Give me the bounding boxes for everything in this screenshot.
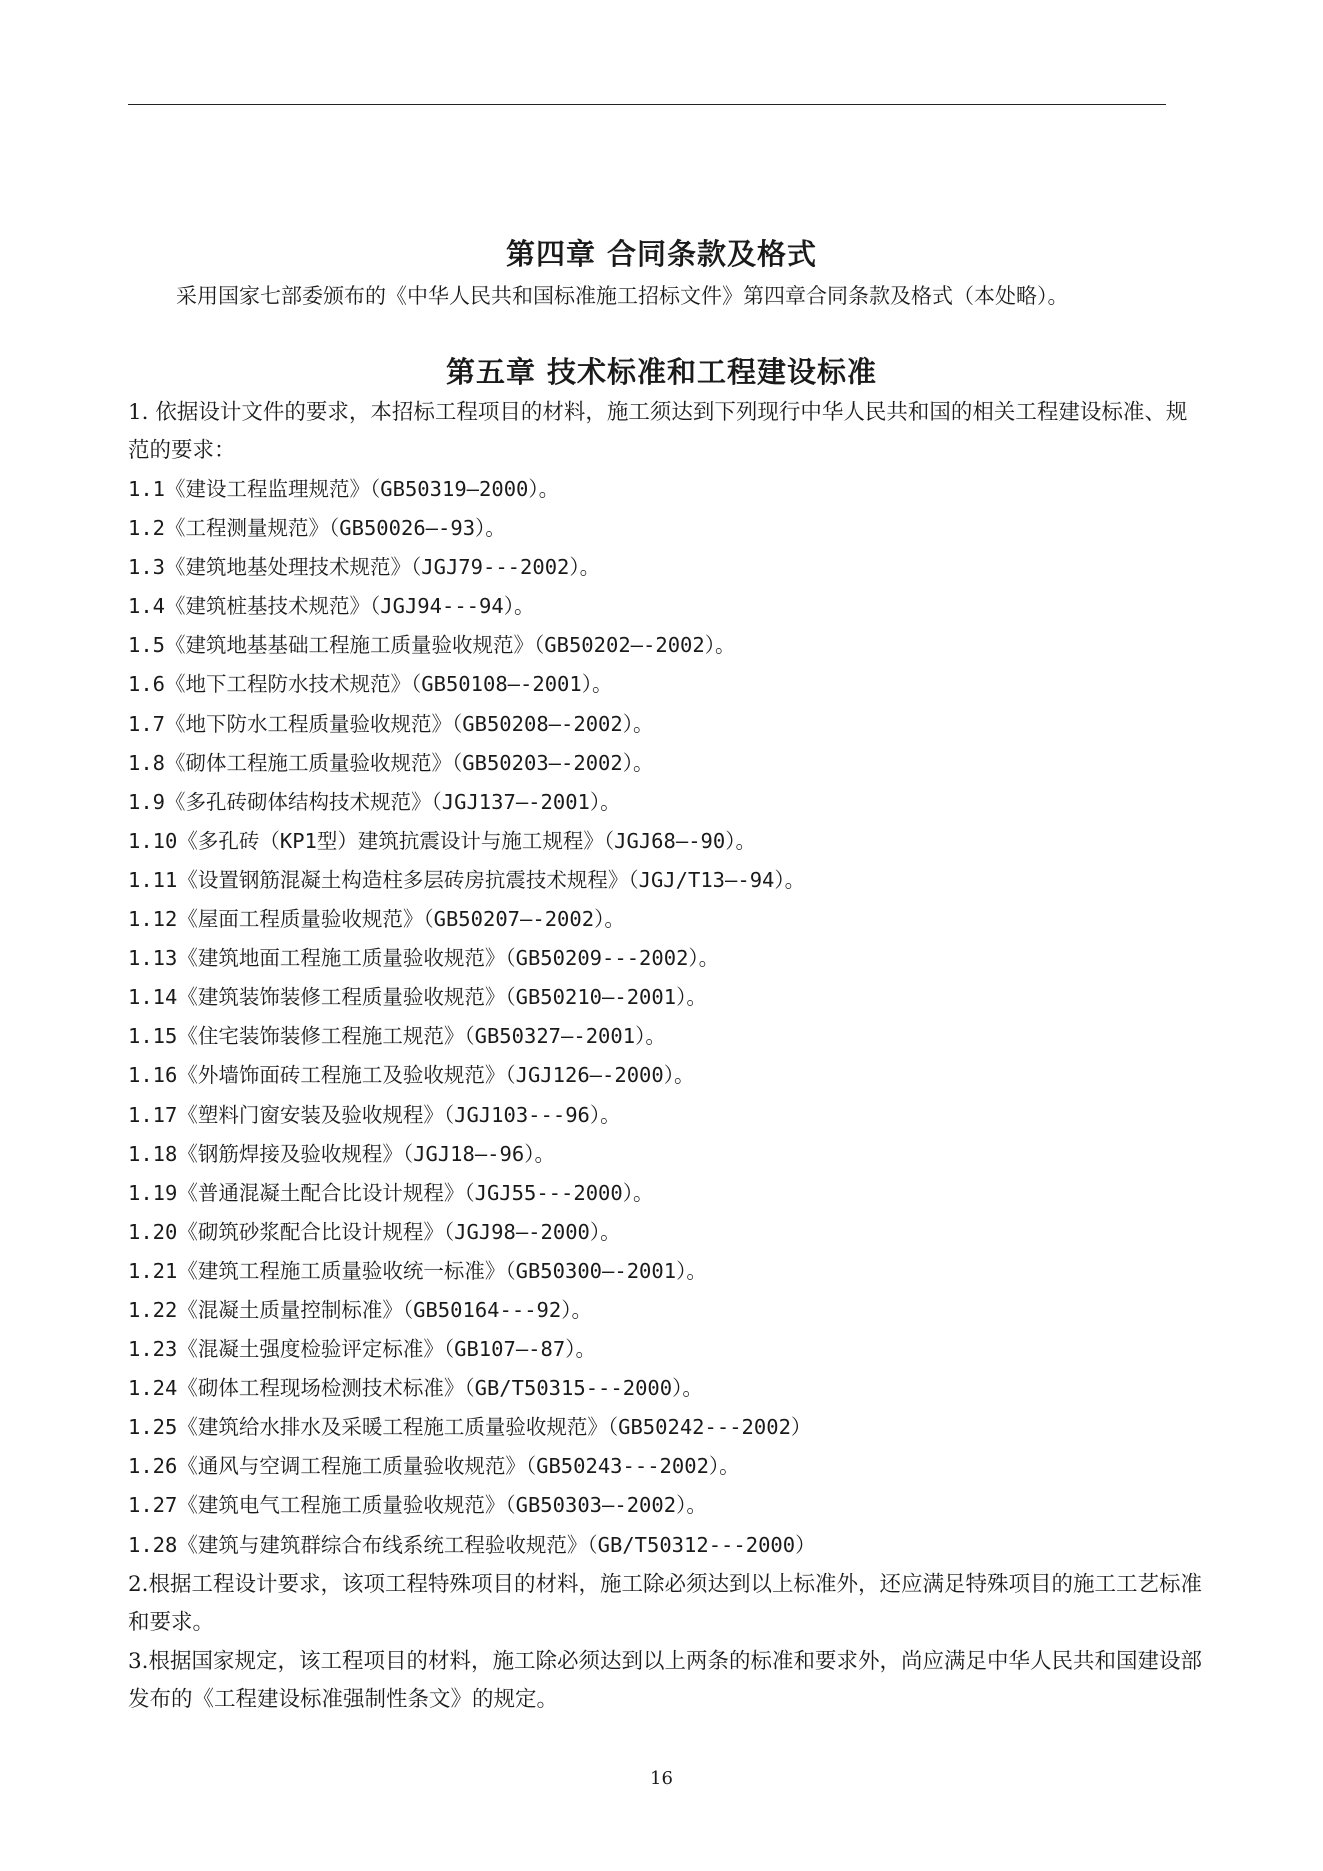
standard-item: 1.27《建筑电气工程施工质量验收规范》（GB50303—-2002）。 [128, 1493, 707, 1518]
chapter4-title: 第四章 合同条款及格式 [505, 237, 818, 271]
page-number: 16 [650, 1768, 673, 1789]
standard-item: 1.8《砌体工程施工质量验收规范》（GB50203—-2002）。 [128, 750, 654, 775]
standard-item: 1.9《多孔砖砌体结构技术规范》（JGJ137—-2001）。 [128, 789, 621, 814]
standard-item: 1.22《混凝土质量控制标准》（GB50164---92）。 [128, 1297, 592, 1322]
standard-item: 1.14《建筑装饰装修工程质量验收规范》（GB50210—-2001）。 [128, 985, 707, 1010]
chapter5-title: 第五章 技术标准和工程建设标准 [445, 355, 878, 389]
standard-item: 1.24《砌体工程现场检测技术标准》（GB/T50315---2000）。 [128, 1376, 703, 1401]
item2-paragraph: 2.根据工程设计要求，该项工程特殊项目的材料，施工除必须达到以上标准外，还应满足特殊项目的施工工艺标准和要求。 [128, 1572, 1203, 1635]
standard-item: 1.3《建筑地基处理技术规范》（JGJ79---2002）。 [128, 555, 601, 580]
header-rule [128, 104, 1166, 105]
standard-item: 1.15《住宅装饰装修工程施工规范》（GB50327—-2001）。 [128, 1024, 666, 1049]
item3-paragraph: 3.根据国家规定，该工程项目的材料，施工除必须达到以上两条的标准和要求外，尚应满足中华人民共和国建设部发布的《工程建设标准强制性条文》的规定。 [128, 1649, 1203, 1712]
standard-item: 1.1《建设工程监理规范》（GB50319—2000）。 [128, 477, 560, 501]
standard-item: 1.11《设置钢筋混凝土构造柱多层砖房抗震技术规程》（JGJ/T13—-94）。 [128, 867, 806, 892]
standard-item: 1.7《地下防水工程质量验收规范》（GB50208—-2002）。 [128, 711, 654, 736]
standard-item: 1.13《建筑地面工程施工质量验收规范》（GB50209---2002）。 [128, 946, 720, 971]
standard-item: 1.6《地下工程防水技术规范》（GB50108—-2001）。 [128, 672, 613, 697]
standard-item: 1.21《建筑工程施工质量验收统一标准》（GB50300—-2001）。 [128, 1258, 707, 1283]
chapter4-text: 采用国家七部委颁布的《中华人民共和国标准施工招标文件》第四章合同条款及格式（本处略）。 [176, 284, 1069, 308]
standard-item: 1.4《建筑桩基技术规范》（JGJ94---94）。 [128, 594, 535, 619]
intro-paragraph: 1. 依据设计文件的要求，本招标工程项目的材料，施工须达到下列现行中华人民共和国的相关工程建设标准、规范的要求： [128, 400, 1188, 463]
standard-item: 1.20《砌筑砂浆配合比设计规程》（JGJ98—-2000）。 [128, 1219, 621, 1244]
standard-item: 1.17《塑料门窗安装及验收规程》（JGJ103---96）。 [128, 1102, 621, 1127]
standard-item: 1.16《外墙饰面砖工程施工及验收规范》（JGJ126—-2000）。 [128, 1063, 695, 1088]
standard-item: 1.25《建筑给水排水及采暖工程施工质量验收规范》（GB50242---2002） [128, 1415, 812, 1440]
standard-item: 1.23《混凝土强度检验评定标准》（GB107—-87）。 [128, 1337, 596, 1362]
standard-item: 1.5《建筑地基基础工程施工质量验收规范》（GB50202—-2002）。 [128, 633, 736, 658]
standard-item: 1.19《普通混凝土配合比设计规程》（JGJ55---2000）。 [128, 1180, 654, 1205]
standard-item: 1.26《通风与空调工程施工质量验收规范》（GB50243---2002）。 [128, 1454, 740, 1479]
standards-list [128, 470, 1228, 1565]
standard-item: 1.18《钢筋焊接及验收规程》（JGJ18—-96）。 [128, 1141, 555, 1166]
standard-item: 1.2《工程测量规范》（GB50026—-93）。 [128, 516, 506, 541]
standard-item: 1.12《屋面工程质量验收规范》（GB50207—-2002）。 [128, 907, 625, 932]
standard-item: 1.28《建筑与建筑群综合布线系统工程验收规范》（GB/T50312---2000） [128, 1532, 816, 1557]
standard-item: 1.10《多孔砖（KP1型）建筑抗震设计与施工规程》（JGJ68—-90）。 [128, 828, 756, 853]
